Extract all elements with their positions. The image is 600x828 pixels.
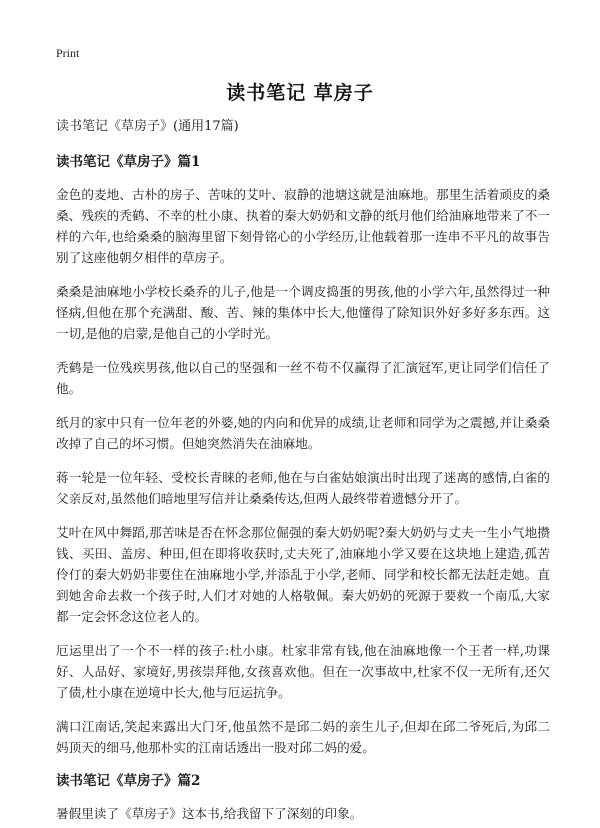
paragraph: 秃鹤是一位残疾男孩,他以自己的坚强和一丝不苟不仅赢得了汇演冠军,更让同学们信任了他。 bbox=[56, 360, 550, 396]
article-subtitle: 读书笔记《草房子》(通用17篇) bbox=[56, 119, 239, 134]
paragraph: 暑假里读了《草房子》这本书,给我留下了深刻的印象。 bbox=[56, 806, 363, 821]
paragraph: 金色的麦地、古朴的房子、苦味的艾叶、寂静的池塘这就是油麻地。那里生活着顽皮的桑桑、残疾的秃鹤、不幸的杜小康、执着的秦大奶奶和文静的纸月他们给油麻地带来了不一样的六年,也给桑桑的脑海里留下刻骨铭心的小学经历,让他载着那一连串不平凡的故事告别了这座他朝夕相伴的草房子。 bbox=[56, 187, 550, 265]
article-body bbox=[56, 118, 550, 824]
paragraph: 艾叶在风中舞蹈,那苦味是否在怀念那位倔强的秦大奶奶呢?秦大奶奶与丈夫一生小气地攒钱、买田、盖房、种田,但在即将收获时,丈夫死了,油麻地小学又要在这块地上建造,孤苦伶仃的秦大奶奶非要住在油麻地小学,并添乱于小学,老师、同学和校长都无法赶走她。直到她舍命去救一个孩子时,人们才对她的人格敬佩。秦大奶奶的死源于要救一个南瓜,大家都一定会怀念这位老人的。 bbox=[56, 525, 550, 624]
page-title: 读书笔记 草房子 bbox=[226, 82, 374, 104]
paragraph: 桑桑是油麻地小学校长桑乔的儿子,他是一个调皮捣蛋的男孩,他的小学六年,虽然得过一种怪病,但他在那个充满甜、酸、苦、辣的集体中长大,他懂得了除知识外好多好多东西。这一切,是他的启蒙,是他自己的小学时光。 bbox=[56, 284, 550, 341]
paragraph: 厄运里出了一个不一样的孩子:杜小康。杜家非常有钱,他在油麻地像一个王者一样,功课好、人品好、家境好,男孩崇拜他,女孩喜欢他。但在一次事故中,杜家不仅一无所有,还欠了债,杜小康在逆境中长大,他与厄运抗争。 bbox=[56, 643, 550, 700]
paragraph: 纸月的家中只有一位年老的外婆,她的内向和优异的成绩,让老师和同学为之震撼,并让桑桑改掉了自己的坏习惯。但她突然消失在油麻地。 bbox=[56, 415, 550, 451]
paragraph: 满口江南话,笑起来露出大门牙,他虽然不是邱二妈的亲生儿子,但却在邱二爷死后,为邱二妈顶天的细马,他那朴实的江南话透出一股对邱二妈的爱。 bbox=[56, 719, 550, 755]
print-label[interactable]: Print bbox=[56, 46, 80, 60]
paragraph: 蒋一轮是一位年轻、受校长青睐的老师,他在与白雀姑娘演出时出现了迷离的感情,白雀的父亲反对,虽然他们暗地里写信并让桑桑传达,但两人最终带着遗憾分开了。 bbox=[56, 470, 550, 506]
section-heading-2: 读书笔记《草房子》篇2 bbox=[56, 773, 201, 789]
section-heading-1: 读书笔记《草房子》篇1 bbox=[56, 154, 201, 170]
